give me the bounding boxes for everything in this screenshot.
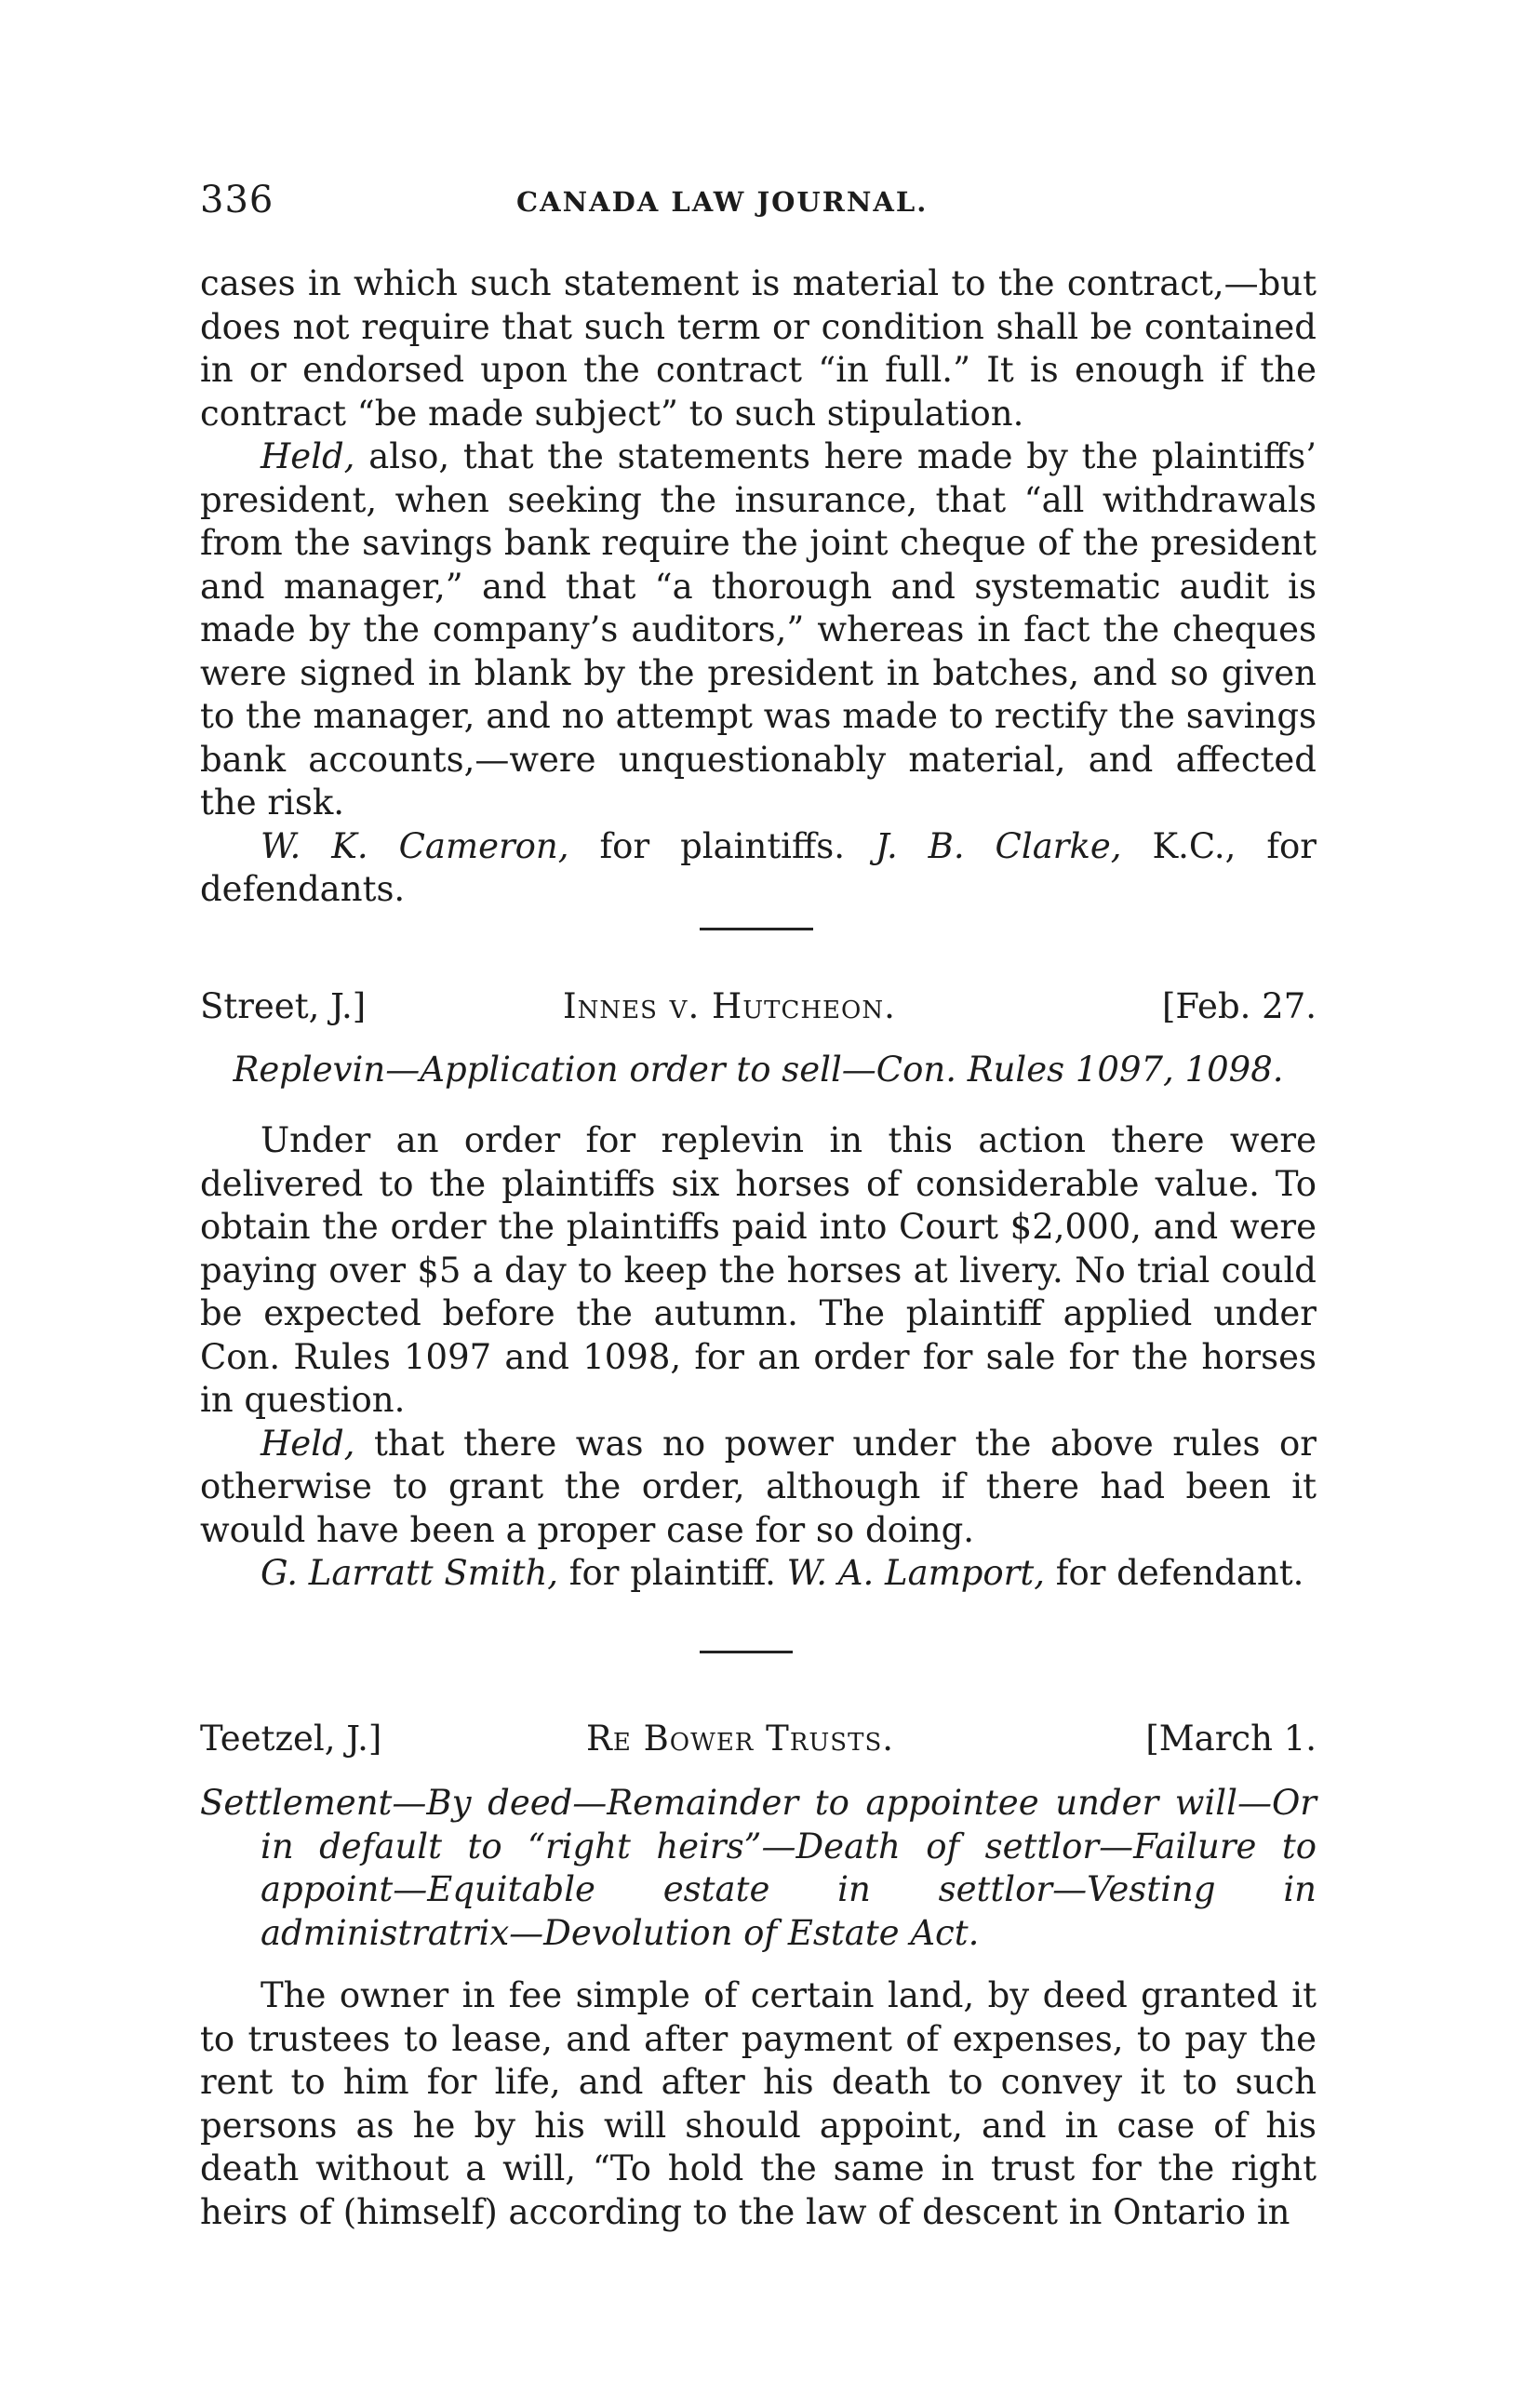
- case2-counsel-paragraph: [200, 1552, 1317, 1596]
- case1-continuation-paragraph: cases in which such statement is material to the contract,—but does not require that such term or condition shall be contained in or endorsed upon the contract “in full.” It is enough if the contract “be made subject” to such stipulation.: [200, 263, 1317, 434]
- case2-section: [200, 1119, 1317, 1596]
- case2-held-paragraph: [200, 1423, 1317, 1553]
- case1-held-label: Held,: [261, 436, 355, 476]
- case3-section: [200, 1974, 1317, 2234]
- case1-held-text: also, that the statements here made by the plaintiffs’ president, when seeking the insurance, that “all withdrawals from the savings bank require the joint cheque of the president and manager,” and that “a thorough and systematic audit is made by the company’s auditors,” whereas in fact the cheques were signed in blank by the president in batches, and so given to the manager, and no attempt was made to rectify the savings bank accounts,—were unquestionably material, and affected the risk.: [200, 436, 1317, 823]
- case3-date: [March 1.: [1145, 1719, 1317, 1759]
- page-number: 336: [200, 179, 274, 221]
- case2-counsel1-name: G. Larratt Smith,: [261, 1553, 559, 1593]
- case2-counsel2-name: W. A. Lamport,: [786, 1553, 1045, 1593]
- case2-date: [Feb. 27.: [1161, 986, 1317, 1026]
- case2-counsel1-text: for plaintiff.: [558, 1553, 787, 1593]
- case2-caption: [200, 986, 1317, 1033]
- case1-counsel-paragraph: [200, 825, 1317, 912]
- case3-title: Re Bower Trusts.: [586, 1719, 895, 1759]
- case2-body-paragraph: Under an order for replevin in this action there were delivered to the plaintiffs six horses of considerable value. To obtain the order the plaintiffs paid into Court $2,000, and were paying over $5 a day to keep the horses at livery. No trial could be expected before the autumn. The plaintiff applied under Con. Rules 1097 and 1098, for an order for sale for the horses in question.: [200, 1120, 1317, 1420]
- case2-judge: Street, J.]: [200, 986, 367, 1026]
- case1-counsel2-name: J. B. Clarke,: [876, 825, 1122, 866]
- case2-held-text: that there was no power under the above rules or otherwise to grant the order, although if there had been it would have been a proper case for so doing.: [200, 1423, 1317, 1550]
- case3-body-paragraph: The owner in fee simple of certain land, by deed granted it to trustees to lease, and after payment of expenses, to pay the rent to him for life, and after his death to convey it to such persons as he by his will should appoint, and in case of his death without a will, “To hold the same in trust for the right heirs of (himself) according to the law of descent in Ontario in: [200, 1975, 1317, 2232]
- case3-judge: Teetzel, J.]: [200, 1719, 382, 1759]
- case1-counsel1-name: W. K. Cameron,: [261, 825, 569, 866]
- case3-headnote: Settlement—By deed—Remainder to appointee under will—Or in default to “right heirs”—Death of settlor—Failure to appoint—Equitable estate in settlor—Vesting in administratrix—Devolution of Estate Act.: [200, 1783, 1317, 1953]
- case3-headnote-block: [200, 1782, 1317, 1955]
- case2-counsel2-text: for defendant.: [1045, 1553, 1304, 1593]
- case2-title: Innes v. Hutcheon.: [563, 986, 896, 1026]
- page-header: [200, 179, 1317, 234]
- case2-held-label: Held,: [261, 1423, 355, 1464]
- case1-counsel2-text: K.C., for defendants.: [200, 825, 1317, 909]
- case1-counsel1-text: for plaintiffs.: [568, 825, 876, 866]
- running-title: CANADA LAW JOURNAL.: [516, 186, 929, 218]
- section-divider: [700, 928, 813, 930]
- case3-caption: [200, 1719, 1317, 1765]
- section-divider: [700, 1651, 793, 1653]
- case1-section: [200, 262, 1317, 912]
- case1-held-paragraph: [200, 435, 1317, 825]
- case2-headnote: Replevin—Application order to sell—Con. Rules 1097, 1098.: [233, 1050, 1284, 1090]
